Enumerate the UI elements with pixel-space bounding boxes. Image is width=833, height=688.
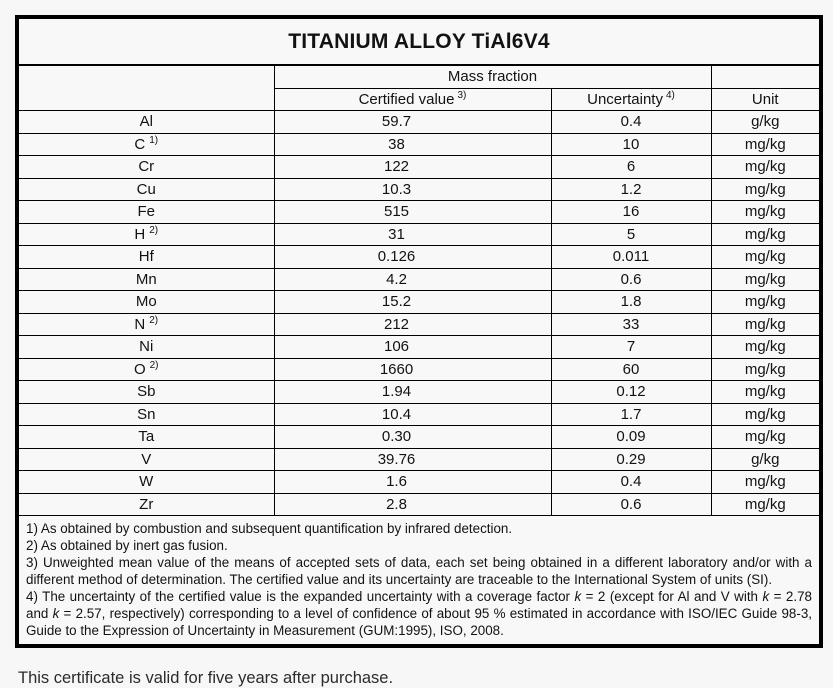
certified-value-cell: 39.76 xyxy=(274,448,551,471)
table-row xyxy=(19,313,819,336)
table-row xyxy=(19,493,819,516)
uncertainty-cell: 6 xyxy=(551,156,711,179)
unit-cell: mg/kg xyxy=(711,201,819,224)
uncertainty-cell: 7 xyxy=(551,336,711,359)
footnote-text: = 2 (except for Al and V with xyxy=(581,589,763,604)
unit-cell: mg/kg xyxy=(711,313,819,336)
table-row xyxy=(19,358,819,381)
unit-cell: mg/kg xyxy=(711,381,819,404)
uncertainty-header-label: Uncertainty xyxy=(587,90,663,108)
element-symbol: H $^{2)}$ xyxy=(19,223,274,246)
table-row xyxy=(19,178,819,201)
footnote-text: 4) The uncertainty of the certified value is the expanded uncertainty with a coverage factor xyxy=(26,589,575,604)
footnote-italic-symbol: k xyxy=(52,606,60,621)
element-symbol: V xyxy=(19,448,274,471)
element-symbol: Zr xyxy=(19,493,274,516)
certified-value-cell: 212 xyxy=(274,313,551,336)
certified-value-cell: 4.2 xyxy=(274,268,551,291)
table-row xyxy=(19,201,819,224)
unit-cell: mg/kg xyxy=(711,178,819,201)
certified-value-cell: 1.6 xyxy=(274,471,551,494)
unit-cell: mg/kg xyxy=(711,246,819,269)
element-symbol: Al xyxy=(19,111,274,134)
table-row xyxy=(19,246,819,269)
unit-cell: mg/kg xyxy=(711,336,819,359)
footnote-italic-symbol: k xyxy=(762,589,770,604)
table-row xyxy=(19,133,819,156)
footnote xyxy=(26,537,812,554)
unit-cell: mg/kg xyxy=(711,291,819,314)
uncertainty-header xyxy=(551,88,711,111)
certificate-validity-note: This certificate is valid for five years after purchase. xyxy=(18,669,394,687)
certified-value-cell: 0.30 xyxy=(274,426,551,449)
certificate-table xyxy=(15,15,823,648)
element-symbol: Sb xyxy=(19,381,274,404)
uncertainty-cell: 10 xyxy=(551,133,711,156)
unit-cell: mg/kg xyxy=(711,223,819,246)
unit-cell: mg/kg xyxy=(711,358,819,381)
element-symbol: Ni xyxy=(19,336,274,359)
element-symbol: Sn xyxy=(19,403,274,426)
certified-value-cell: 10.3 xyxy=(274,178,551,201)
footnote-text: 3) Unweighted mean value of the means of accepted sets of data, each set being obtained in a different laboratory and/or with a different method of determination. The certified value and its uncertainty are traceable to the International System of units (SI). xyxy=(26,555,812,587)
unit-cell: mg/kg xyxy=(711,403,819,426)
element-symbol: Cu xyxy=(19,178,274,201)
unit-cell: mg/kg xyxy=(711,471,819,494)
element-footnote-marker: 2) xyxy=(149,224,159,236)
table-row xyxy=(19,471,819,494)
certified-value-cell: 38 xyxy=(274,133,551,156)
element-symbol: Mo xyxy=(19,291,274,314)
element-footnote-marker: 1) xyxy=(149,134,159,146)
element-footnote-marker: 2) xyxy=(149,359,159,371)
footnote xyxy=(26,520,812,537)
element-footnote-marker: 2) xyxy=(149,314,159,326)
uncertainty-cell: 0.6 xyxy=(551,493,711,516)
unit-cell: mg/kg xyxy=(711,156,819,179)
unit-cell: g/kg xyxy=(711,448,819,471)
certified-value-cell: 122 xyxy=(274,156,551,179)
page-title: TITANIUM ALLOY TiAl6V4 xyxy=(19,19,819,66)
table-row xyxy=(19,381,819,404)
uncertainty-cell: 0.09 xyxy=(551,426,711,449)
certified-value-cell: 1.94 xyxy=(274,381,551,404)
certified-value-header-label: Certified value xyxy=(358,90,455,108)
footnote-text: = 2.78 and xyxy=(26,589,812,621)
uncertainty-cell: 0.4 xyxy=(551,471,711,494)
certified-value-footnote-marker: 3) xyxy=(457,89,467,101)
element-symbol: Fe xyxy=(19,201,274,224)
alloy-table-body xyxy=(19,111,819,516)
unit-header: Unit xyxy=(711,88,819,111)
certified-value-cell: 515 xyxy=(274,201,551,224)
table-row xyxy=(19,291,819,314)
table-row xyxy=(19,223,819,246)
certified-value-header xyxy=(274,88,551,111)
table-row xyxy=(19,426,819,449)
table-row xyxy=(19,268,819,291)
certified-value-cell: 31 xyxy=(274,223,551,246)
unit-column-header-blank xyxy=(711,66,819,88)
certified-value-cell: 0.126 xyxy=(274,246,551,269)
uncertainty-cell: 60 xyxy=(551,358,711,381)
element-symbol: W xyxy=(19,471,274,494)
uncertainty-cell: 0.29 xyxy=(551,448,711,471)
unit-cell: g/kg xyxy=(711,111,819,134)
header-row-group xyxy=(19,66,819,88)
certified-value-cell: 15.2 xyxy=(274,291,551,314)
certified-value-cell: 59.7 xyxy=(274,111,551,134)
table-row xyxy=(19,156,819,179)
uncertainty-footnote-marker: 4) xyxy=(665,89,675,101)
table-row xyxy=(19,336,819,359)
alloy-composition-table xyxy=(19,66,819,516)
element-symbol: Hf xyxy=(19,246,274,269)
element-symbol: O $^{2)}$ xyxy=(19,358,274,381)
uncertainty-cell: 0.011 xyxy=(551,246,711,269)
certified-value-cell: 10.4 xyxy=(274,403,551,426)
certified-value-cell: 1660 xyxy=(274,358,551,381)
certified-value-cell: 2.8 xyxy=(274,493,551,516)
uncertainty-cell: 1.7 xyxy=(551,403,711,426)
footnote xyxy=(26,588,812,639)
footnote-text: 1) As obtained by combustion and subsequent quantification by infrared detection. xyxy=(26,521,513,536)
element-symbol: Ta xyxy=(19,426,274,449)
footnotes-block xyxy=(19,516,819,644)
element-symbol: Mn xyxy=(19,268,274,291)
uncertainty-cell: 0.12 xyxy=(551,381,711,404)
footnote-text: = 2.57, respectively) corresponding to a level of confidence of about 95 % estimated in accordance with ISO/IEC Guide 98-3, Guide to the Expression of Uncertainty in Measurement (GUM:1995), ISO, 2008. xyxy=(26,606,813,638)
unit-cell: mg/kg xyxy=(711,426,819,449)
table-row xyxy=(19,448,819,471)
uncertainty-cell: 1.2 xyxy=(551,178,711,201)
footnote-text: 2) As obtained by inert gas fusion. xyxy=(26,538,228,553)
unit-cell: mg/kg xyxy=(711,133,819,156)
uncertainty-cell: 5 xyxy=(551,223,711,246)
uncertainty-cell: 33 xyxy=(551,313,711,336)
element-column-header-blank xyxy=(19,66,274,111)
element-symbol: C $^{1)}$ xyxy=(19,133,274,156)
uncertainty-cell: 0.6 xyxy=(551,268,711,291)
unit-cell: mg/kg xyxy=(711,268,819,291)
uncertainty-cell: 0.4 xyxy=(551,111,711,134)
element-symbol: Cr xyxy=(19,156,274,179)
uncertainty-cell: 16 xyxy=(551,201,711,224)
table-row xyxy=(19,111,819,134)
table-row xyxy=(19,403,819,426)
mass-fraction-group-header: Mass fraction xyxy=(274,66,711,88)
uncertainty-cell: 1.8 xyxy=(551,291,711,314)
element-symbol: N $^{2)}$ xyxy=(19,313,274,336)
unit-cell: mg/kg xyxy=(711,493,819,516)
footnote xyxy=(26,554,812,588)
footnote-italic-symbol: k xyxy=(574,589,582,604)
certified-value-cell: 106 xyxy=(274,336,551,359)
